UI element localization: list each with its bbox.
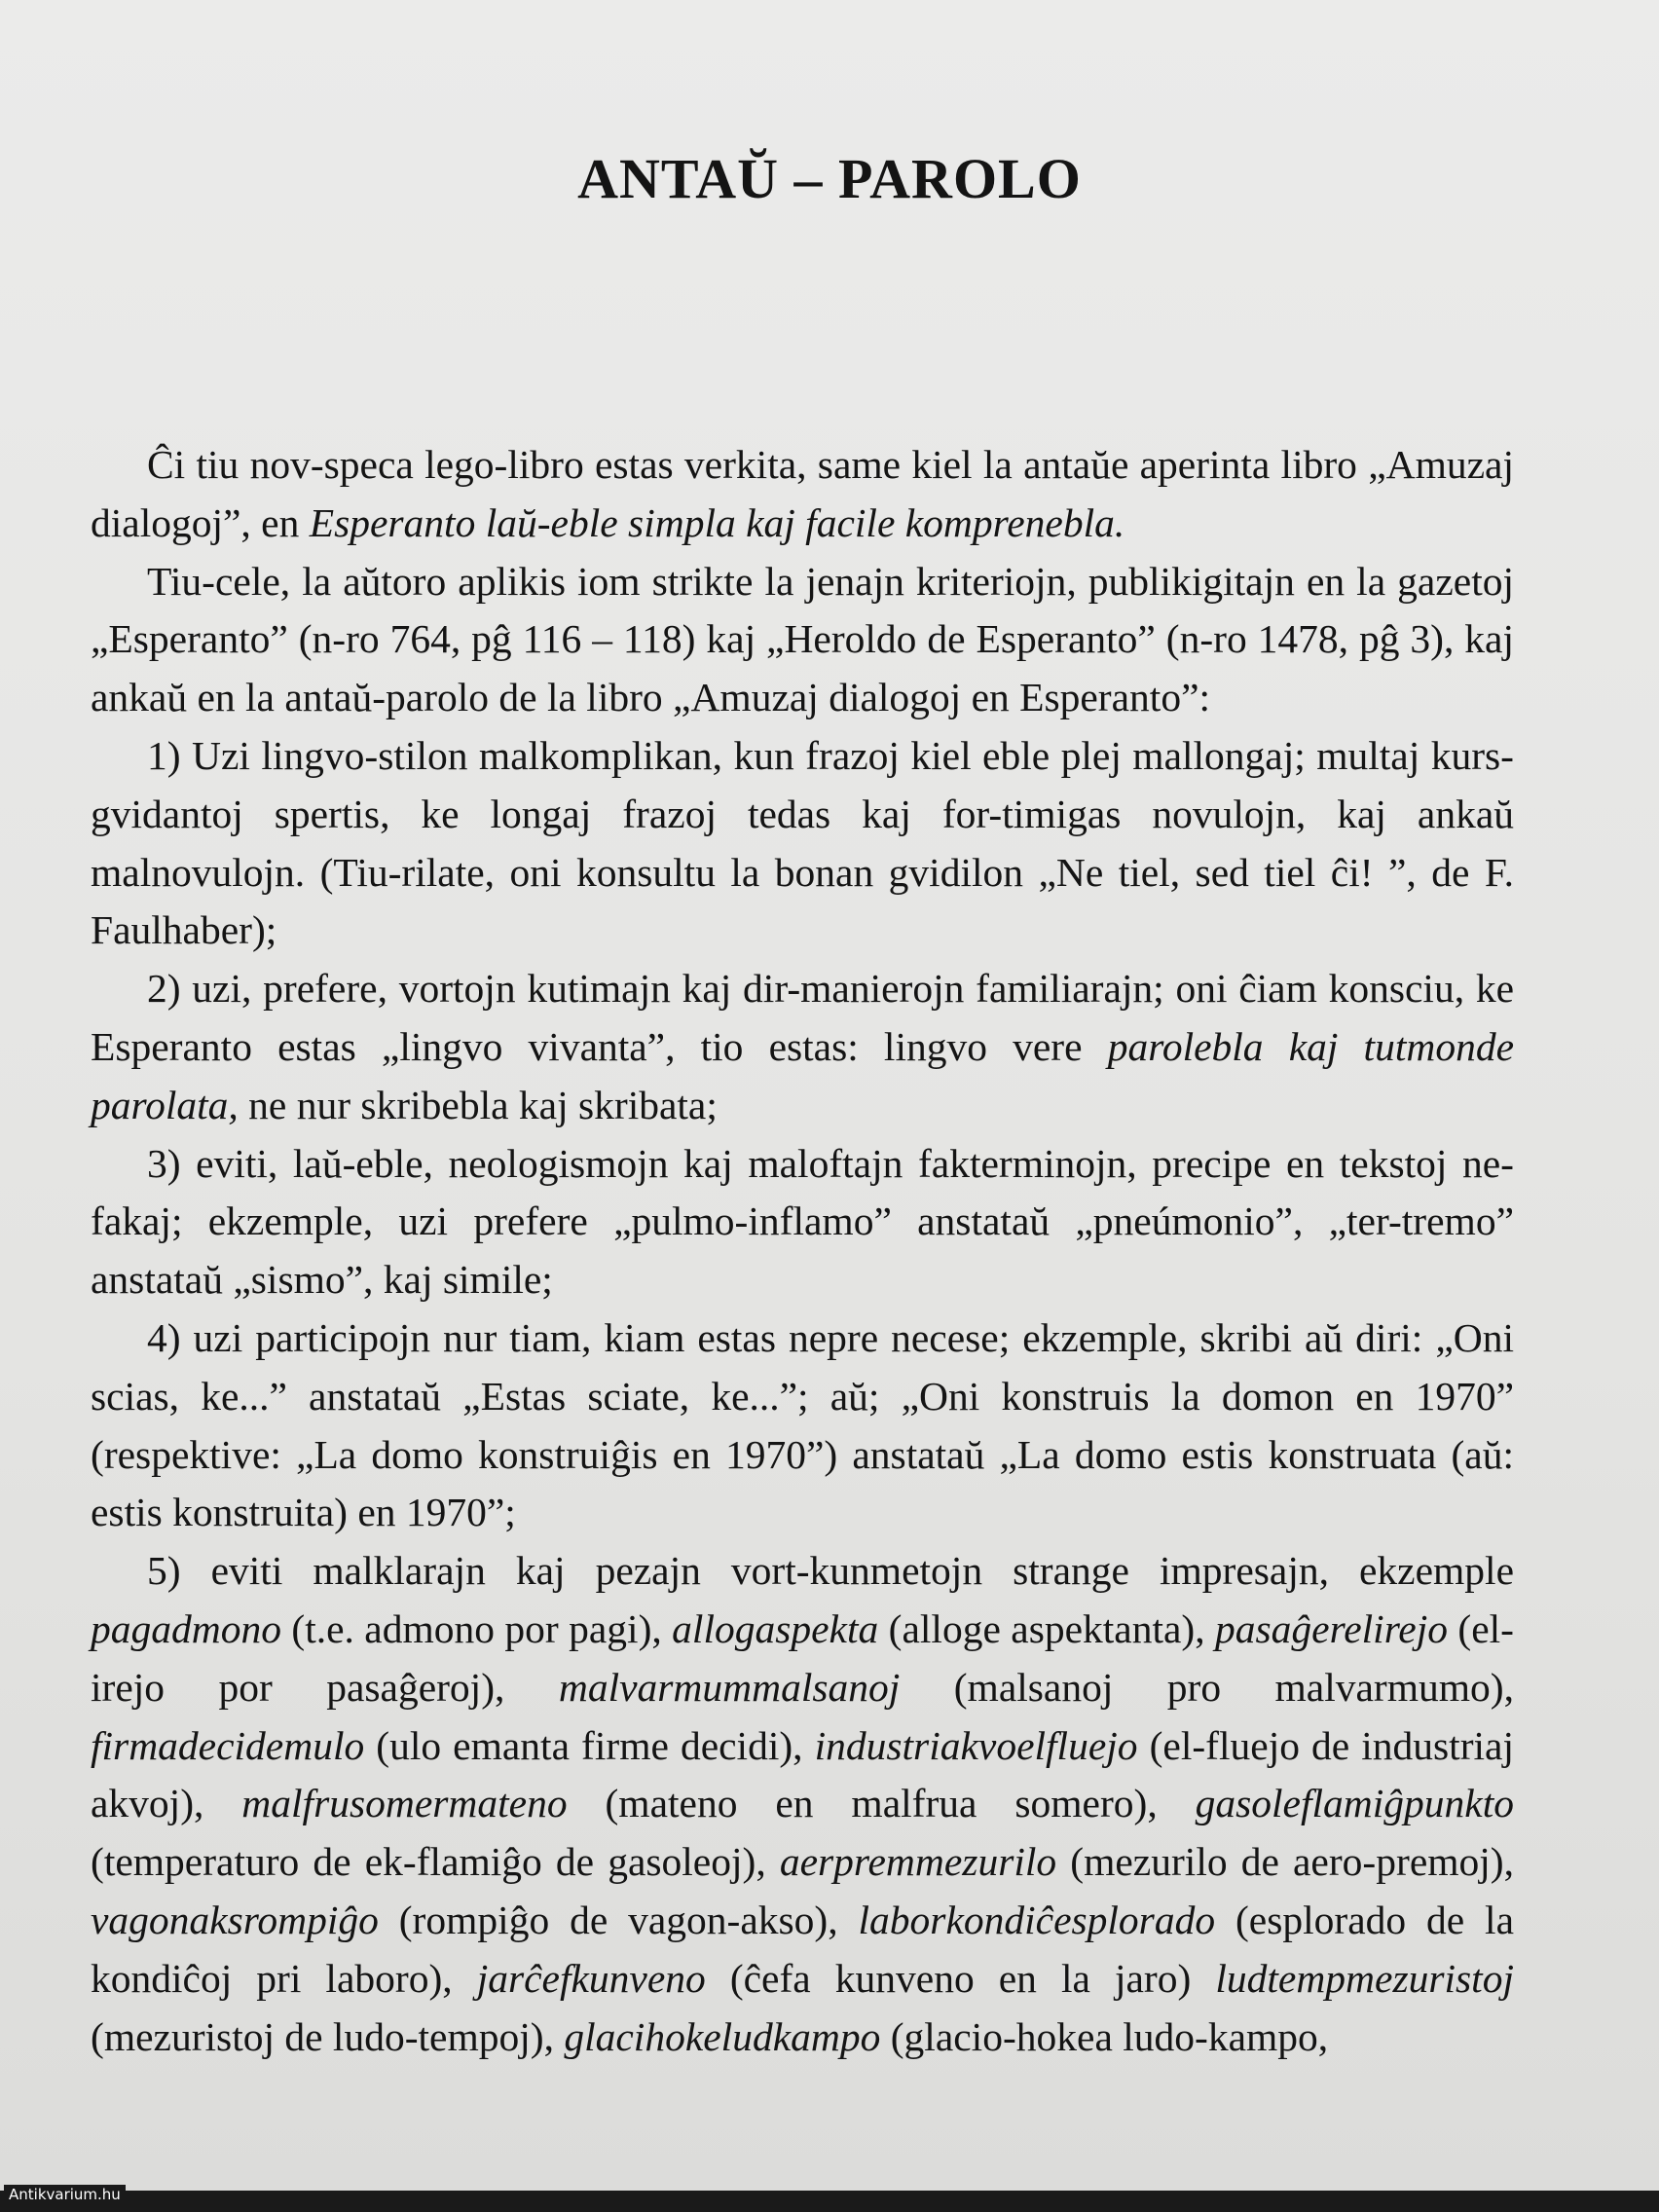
compound-gloss: (mezurilo de aero-premoj), xyxy=(1056,1839,1514,1885)
compound-gloss: (glacio-hokea ludo-kampo, xyxy=(880,2013,1329,2059)
compound-gloss: (ulo emanta firme decidi), xyxy=(364,1722,815,1768)
compound-examples xyxy=(91,1606,1514,2059)
compound-gloss: (rompiĝo de vagon-akso), xyxy=(378,1897,859,1942)
criterion-1: 1) Uzi lingvo-stilon malkomplikan, kun frazoj kiel eble plej mallongaj; multaj kurs-gvidantoj spertis, ke longaj frazoj tedas kaj for-timigas novulojn, kaj ankaŭ malnovulojn. (Tiu-rilate, oni konsultu la bonan gvidilon „Ne tiel, sed tiel ĉi! ”, de F. Faulhaber); xyxy=(91,732,1514,953)
compound-word: jarĉefkunveno xyxy=(476,1955,706,2001)
compound-gloss: (el-irejo por pasaĝeroj), xyxy=(91,1605,1515,1710)
criterion-3: 3) eviti, laŭ-eble, neologismojn kaj maloftajn fakterminojn, precipe en tekstoj ne-fakaj; ekzemple, uzi prefere „pulmo-inflamo” anstataŭ „pneúmonio”, „ter-tremo” anstataŭ „sismo”, kaj simile; xyxy=(91,1140,1514,1303)
compound-word: malfrusomermateno xyxy=(241,1781,568,1826)
compound-gloss: (ĉefa kunveno en la jaro) xyxy=(705,1955,1216,2001)
watermark: Antikvarium.hu xyxy=(4,2185,126,2204)
body-text xyxy=(91,436,1514,2066)
criterion-4: 4) uzi participojn nur tiam, kiam estas nepre necese; ekzemple, skribi aŭ diri: „Oni scias, ke...” anstataŭ „Estas sciate, ke...”; aŭ; „Oni konstruis la domon en 1970” (respektive: „La domo konstruiĝis en 1970”) anstataŭ „La domo estis konstruata (aŭ: estis konstruita) en 1970”; xyxy=(91,1314,1514,1535)
compound-gloss: (temperaturo de ek-flamiĝo de gasoleoj), xyxy=(91,1839,780,1885)
compound-gloss: (mezuristoj de ludo-tempoj), xyxy=(91,2013,565,2059)
compound-word: allogaspekta xyxy=(672,1605,879,1651)
compound-word: vagonaksrompiĝo xyxy=(91,1897,379,1942)
compound-word: firmadecidemulo xyxy=(91,1722,365,1768)
compound-gloss: (malsanoj pro malvarmumo), xyxy=(900,1664,1514,1710)
compound-word: industriakvoelfluejo xyxy=(814,1722,1138,1768)
compound-gloss: (esplorado de la kondiĉoj pri laboro), xyxy=(91,1897,1515,2001)
page-title: ANTAŬ – PAROLO xyxy=(577,147,1082,210)
compound-gloss: (alloge aspektanta), xyxy=(878,1605,1216,1651)
compound-word: pagadmono xyxy=(91,1605,281,1651)
compound-gloss: (t.e. admono por pagi), xyxy=(280,1605,673,1651)
intro-paragraph-1: Ĉi tiu nov-speca lego-libro estas verkita, same kiel la antaŭe aperinta libro „Amuzaj dialogoj”, en Esperanto laŭ-eble simpla kaj facile komprenebla. xyxy=(91,442,1514,545)
compound-word: malvarmummalsanoj xyxy=(558,1664,901,1710)
compound-word: ludtempmezuristoj xyxy=(1215,1955,1514,2001)
scan-bottom-edge xyxy=(0,2191,1659,2212)
compound-word: laborkondiĉesplorado xyxy=(858,1897,1216,1942)
compound-word: gasoleflamiĝpunkto xyxy=(1195,1781,1514,1826)
criterion-5: 5) eviti malklarajn kaj pezajn vort-kunmetojn strange impresajn, ekzemple pagadmono (t.e. admono por pagi), allogaspekta (alloge aspektanta), pasaĝerelirejo (el-irejo por pasaĝeroj), malvarmummalsanoj (malsanoj pro malvarmumo), firmadecidemulo (ulo emanta firme decidi), industriakvoelfluejo (el-fluejo de industriaj akvoj), malfrusomermateno (mateno en malfrua somero), gasoleflamiĝpunkto (temperaturo de ek-flamiĝo de gasoleoj), aerpremmezurilo (mezurilo de aero-premoj), vagonaksrompiĝo (rompiĝo de vagon-akso), laborkondiĉesplorado (esplorado de la kondiĉoj pri laboro), jarĉefkunveno (ĉefa kunveno en la jaro) ludtempmezuristoj (mezuristoj de ludo-tempoj), glacihokeludkampo (glacio-hokea ludo-kampo, xyxy=(91,1548,1515,2059)
compound-gloss: (mateno en malfrua somero), xyxy=(567,1781,1196,1826)
criterion-2: 2) uzi, prefere, vortojn kutimajn kaj dir-manierojn familiarajn; oni ĉiam konsciu, ke Esperanto estas „lingvo vivanta”, tio estas: lingvo vere parolebla kaj tutmonde parolata, ne nur skribebla kaj skribata; xyxy=(91,966,1514,1127)
compound-word: pasaĝerelirejo xyxy=(1215,1605,1449,1651)
compound-word: glacihokeludkampo xyxy=(564,2013,881,2059)
compound-word: aerpremmezurilo xyxy=(779,1839,1057,1885)
compound-gloss: (el-fluejo de industriaj akvoj), xyxy=(91,1722,1514,1826)
intro-paragraph-2: Tiu-cele, la aŭtoro aplikis iom strikte la jenajn kriteriojn, publikigitajn en la gazetoj „Esperanto” (n-ro 764, pĝ 116 – 118) kaj „Heroldo de Esperanto” (n-ro 1478, pĝ 3), kaj ankaŭ en la antaŭ-parolo de la libro „Amuzaj dialogoj en Esperanto”: xyxy=(91,558,1514,720)
